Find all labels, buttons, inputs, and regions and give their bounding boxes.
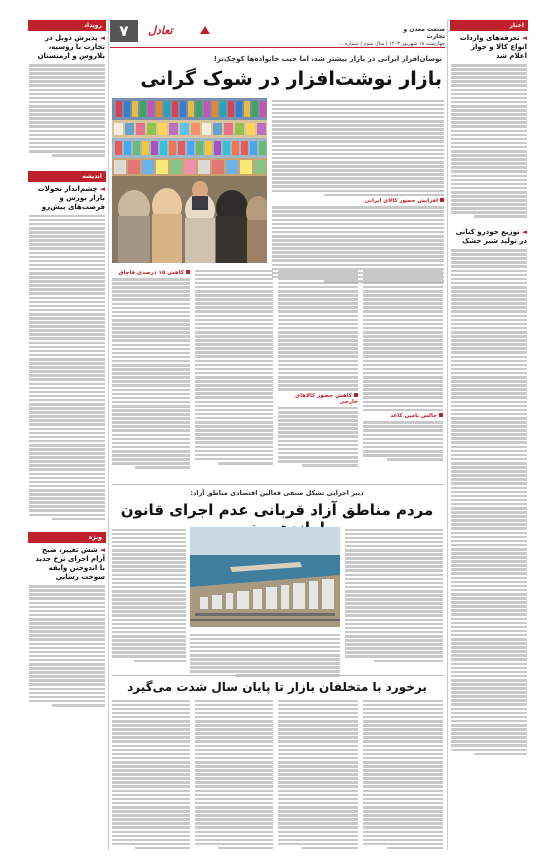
right-headline-1: ◄تعرفه‌های واردات انواع کالا و جواز اعلام شد <box>459 34 527 60</box>
story2-headline: مردم مناطق آزاد قربانی عدم اجرای قانون <box>120 501 434 519</box>
right-body-1 <box>451 64 527 218</box>
lead-kicker: نوسان‌افزار ایرانی در بازار بیشتر شد، اما جیب خانواده‌ها کوچک‌تر! <box>213 55 442 63</box>
story2-col-left <box>112 527 186 664</box>
tag-left-3: ویژه <box>28 532 106 543</box>
header-rule <box>110 47 445 48</box>
dateline: چهارشنبه ۱۸ شهریور ۱۴۰۳ | سال سوم | شماره ... <box>338 41 445 47</box>
left-headline-2: ◄چشم‌انداز تحولات بازار بورس و فرصت‌های پیش‌رو <box>37 184 105 211</box>
lead-col-4 <box>363 268 443 462</box>
story2-col-right <box>345 527 443 664</box>
lead-col-1 <box>112 268 190 470</box>
left-body-2 <box>29 215 105 521</box>
story2-kicker: دبیر اجرایی تشکل صنفی فعالین اقتصادی مناطق آزاد: <box>190 489 364 497</box>
column-divider <box>447 20 448 850</box>
story3-col-1 <box>112 698 190 851</box>
story-divider <box>112 675 444 676</box>
tag-right-1: اخبار <box>450 20 528 31</box>
story3-col-2 <box>195 698 273 851</box>
lead-headline: بازار نوشت‌افزار در شوک گرانی <box>140 68 442 90</box>
lead-body <box>272 98 444 284</box>
right-column <box>450 20 528 850</box>
tag-left-1: رویداد <box>28 20 106 31</box>
left-body-1 <box>29 64 105 157</box>
lead-subhead-3: کاهش ۱۵ درصدی قاچاق <box>112 270 190 276</box>
story3-col-3 <box>278 698 358 851</box>
free-zone-port-photo <box>190 527 340 627</box>
stationery-shop-photo <box>112 98 267 263</box>
story2-col-mid <box>190 632 340 679</box>
page-number: ۷ <box>110 20 138 42</box>
lead-subhead-2: کاهش حضور کالاهای خارجی <box>295 392 358 405</box>
story3-col-4 <box>363 698 443 851</box>
lead-subhead-1: افزایش حضور کالای ایرانی <box>272 198 444 204</box>
section-title: صنعت معدن و تجارت <box>403 26 445 40</box>
left-headline-3: ◄شش تغییر، صبح آرام اجرای نرخ جدید با اندوختن وایقه سوخت رسانی <box>35 546 105 582</box>
left-column <box>28 20 106 850</box>
left-body-3 <box>29 585 105 706</box>
story-divider <box>112 484 444 485</box>
right-headline-2: ◄توزیع خودرو کنانی در تولید شیر خشک <box>455 228 527 246</box>
triangle-icon <box>200 26 210 34</box>
right-body-2 <box>451 249 527 755</box>
tag-left-2: اندیشه <box>28 171 106 182</box>
column-divider <box>108 20 109 850</box>
lead-col-3 <box>278 268 358 468</box>
story3-headline: برخورد با متخلفان بازار تا پایان سال شدت می‌گیرد <box>127 680 427 694</box>
lead-subhead-4: چالش تامین کاغذ <box>363 413 443 419</box>
newspaper-logo: تعادل <box>148 24 173 37</box>
left-headline-1: ◄پذیرش دوبل در تجارت با روسیه، بلاروس و ارمنستان <box>37 34 105 60</box>
lead-col-2 <box>195 268 273 466</box>
